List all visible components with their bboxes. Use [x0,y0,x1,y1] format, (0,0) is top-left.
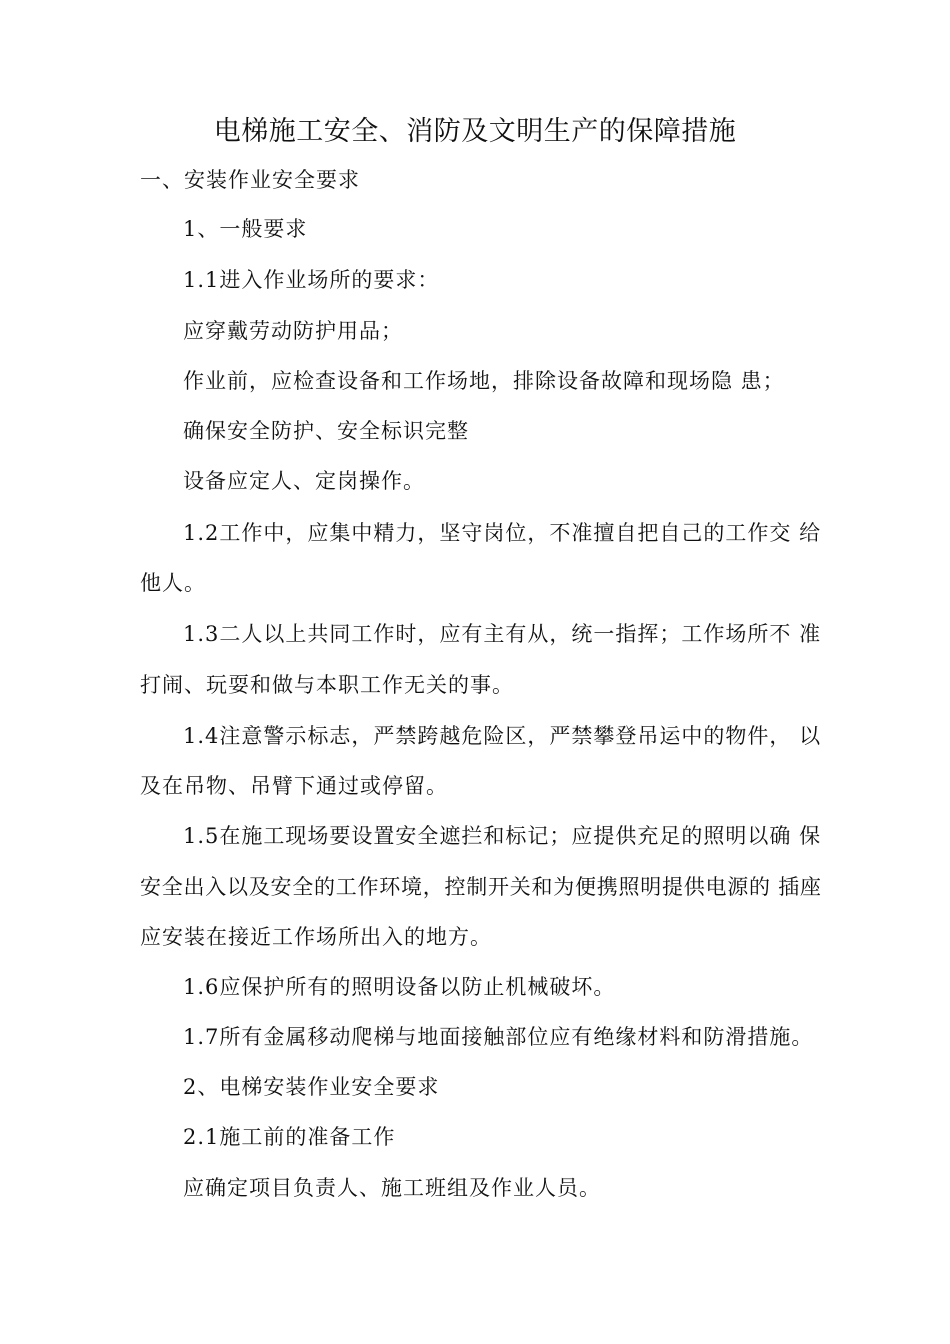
subsection-heading-2: 2、电梯安装作业安全要求 [183,1075,440,1099]
document-title: 电梯施工安全、消防及文明生产的保障措施 [213,116,737,147]
paragraph-line: 1.4注意警示标志，严禁跨越危险区，严禁攀登吊运中的物件， 以 [183,724,822,748]
paragraph-line: 应安装在接近工作场所出入的地方。 [140,925,492,949]
paragraph-line: 打闹、玩耍和做与本职工作无关的事。 [140,673,514,697]
paragraph-line: 1.1进入作业场所的要求： [183,268,440,292]
paragraph-line: 1.6应保护所有的照明设备以防止机械破坏。 [183,975,616,999]
paragraph-line: 安全出入以及安全的工作环境，控制开关和为便携照明提供电源的 插座 [140,875,822,899]
paragraph-line: 作业前，应检查设备和工作场地，排除设备故障和现场隐 患； [183,369,785,393]
paragraph-line: 应确定项目负责人、施工班组及作业人员。 [183,1176,601,1200]
paragraph-line: 他人。 [140,571,206,595]
paragraph-line: 1.5在施工现场要设置安全遮拦和标记；应提供充足的照明以确 保 [183,824,822,848]
paragraph-line: 1.3二人以上共同工作时，应有主有从，统一指挥；工作场所不 准 [183,622,822,646]
section-heading-1: 一、安装作业安全要求 [140,168,360,192]
paragraph-line: 1.7所有金属移动爬梯与地面接触部位应有绝缘材料和防滑措施。 [183,1025,814,1049]
paragraph-line: 及在吊物、吊臂下通过或停留。 [140,774,448,798]
paragraph-line: 1.2工作中，应集中精力，坚守岗位，不准擅自把自己的工作交 给 [183,521,822,545]
paragraph-line: 应穿戴劳动防护用品； [183,319,403,343]
subsection-heading-1: 1、一般要求 [183,217,308,241]
paragraph-line: 2.1施工前的准备工作 [183,1125,396,1149]
paragraph-line: 设备应定人、定岗操作。 [183,469,425,493]
paragraph-line: 确保安全防护、安全标识完整 [183,419,469,443]
